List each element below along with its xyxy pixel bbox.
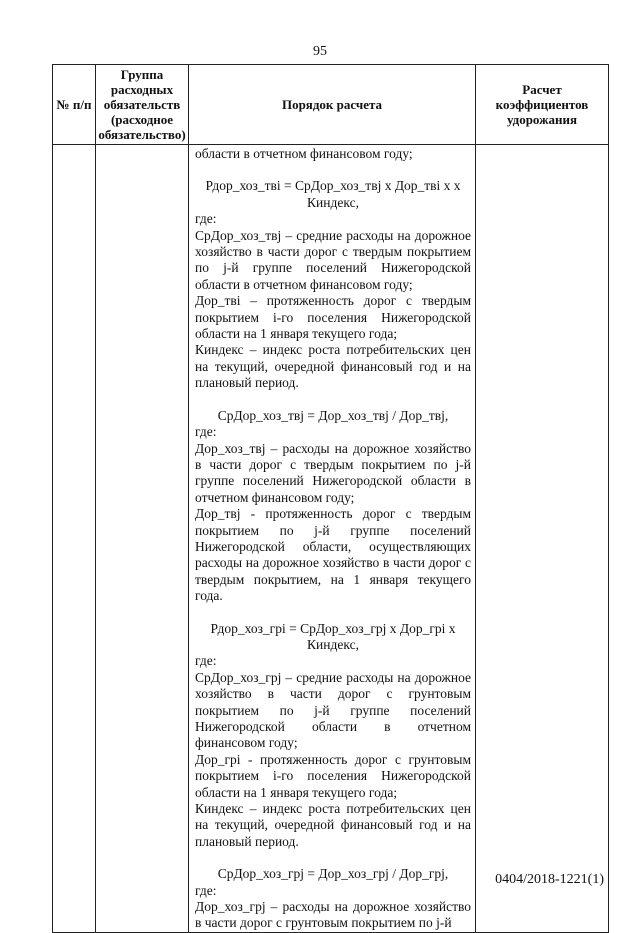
formula-line: Рдор_хоз_грi = СрДор_хоз_грj х Дор_грi х Киндекс, [210,620,456,652]
where-label: где: [195,882,217,898]
definition-paragraph: Киндекс – индекс роста потребительских цен на текущий, очередной финансовый год и на плановый период. [195,801,471,849]
calculation-text [189,145,475,932]
definition-paragraph: Дор_грi - протяженность дорог с грунтовым покрытием i-го поселения Нижегородской области на 1 января текущего года; [195,751,471,800]
definition-paragraph: СрДор_хоз_твj – средние расходы на дорожное хозяйство в части дорог с твердым покрытием по j-й группе поселений Нижегородской области в отчетном финансовом году; [195,227,471,292]
paragraph-gap [195,605,471,621]
header-num: № п/п [53,65,96,145]
definition-paragraph: Дор_хоз_твj – расходы на дорожное хозяйство в части дорог с твердым покрытием по j-й группе поселений Нижегородской области в отчетном финансовом году; [195,440,471,505]
calculation-table [52,64,609,933]
formula-line: Рдор_хоз_твi = СрДор_хоз_твj х Дор_твi х х Киндекс, [205,178,461,210]
definition-paragraph: СрДор_хоз_грj – средние расходы на дорожное хозяйство в части дорог с грунтовым покрытием по j-й группе поселений Нижегородской области в отчетном финансовом году; [195,669,471,751]
paragraph-gap [195,392,471,408]
definition-paragraph: области в отчетном финансовом году; [195,146,413,161]
definition-paragraph: Дор_твj - протяженность дорог с твердым покрытием по j-й группе поселений Нижегородской области, осуществляющих расходы на дорожное хозяйство в части дорог с твердым покрытием, на 1 января текущего года. [195,506,471,604]
header-group: Группа расходных обязательств (расходное обязательство) [96,65,189,145]
paragraph-gap [195,850,471,866]
formula-line: СрДор_хоз_твj = Дор_хоз_твj / Дор_твj, [217,407,449,423]
cell-num [53,145,96,933]
cell-coef [476,145,609,933]
table-row [53,145,609,933]
table-header-row [53,65,609,145]
where-label: где: [195,211,217,227]
page-number: 95 [313,44,327,59]
formula-line: СрДор_хоз_грj = Дор_хоз_грj / Дор_грj, [217,866,449,882]
where-label: где: [195,424,217,440]
header-coef: Расчет коэффициентов удорожания [476,65,609,145]
header-order: Порядок расчета [189,65,476,145]
definition-paragraph: Дор_твi – протяженность дорог с твердым покрытием i-го поселения Нижегородской области на 1 января текущего года; [195,293,471,342]
cell-order [189,145,476,933]
definition-paragraph: Дор_хоз_грj – расходы на дорожное хозяйство в части дорог с грунтовым покрытием по j-й [195,899,471,931]
definition-paragraph: Киндекс – индекс роста потребительских цен на текущий, очередной финансовый год и на плановый период. [195,342,471,391]
document-code: 0404/2018-1221(1) [495,872,604,887]
where-label: где: [195,653,217,669]
paragraph-gap [195,162,471,178]
cell-group [96,145,189,933]
